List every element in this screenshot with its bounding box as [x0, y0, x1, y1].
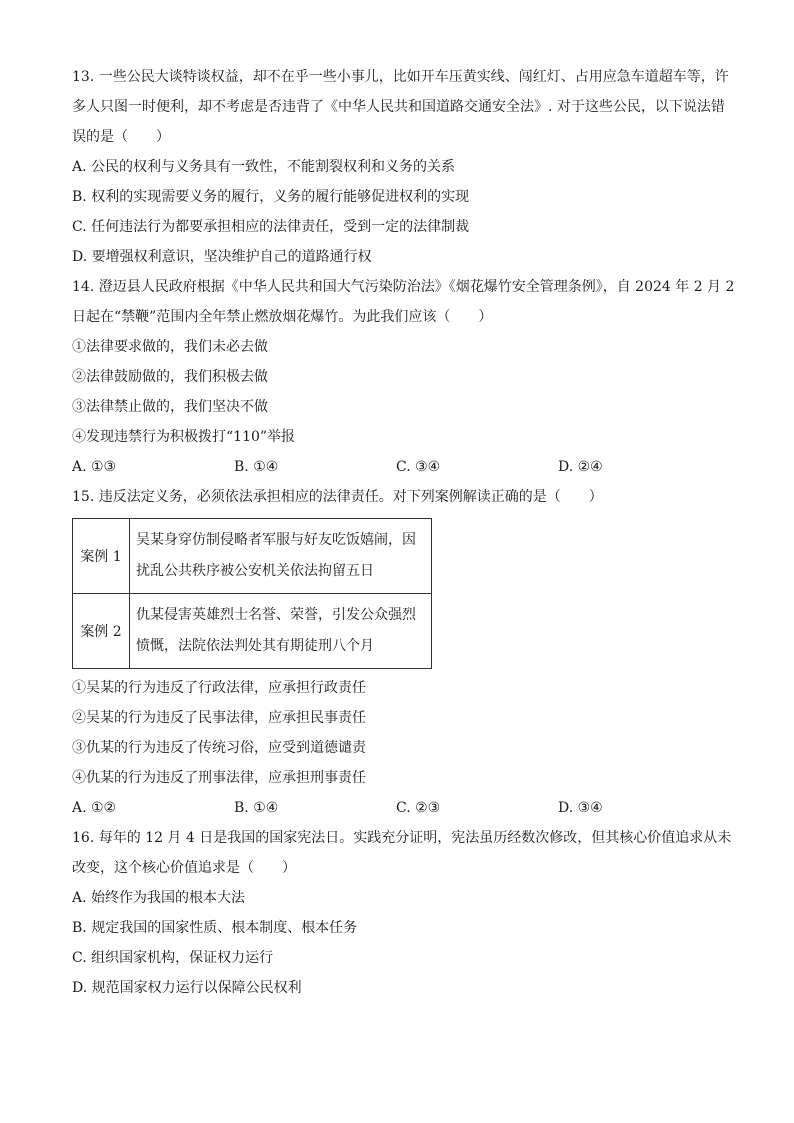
question-14-statement-2: ②法律鼓励做的，我们积极去做 [72, 369, 268, 385]
question-15-stem-line-1: 15. 违反法定义务，必须依法承担相应的法律责任。对下列案例解读正确的是（ ） [72, 489, 603, 505]
question-14-stem-line-1: 14. 澄迈县人民政府根据《中华人民共和国大气污染防治法》《烟花爆竹安全管理条例》，自 2024 年 2 月 2 [72, 279, 735, 295]
question-14-statement-3: ③法律禁止做的，我们坚决不做 [72, 399, 268, 415]
question-15 [72, 482, 732, 823]
question-14-option-d: D. ②④ [558, 459, 603, 475]
question-13-option-a: A. 公民的权利与义务具有一致性，不能割裂权利和义务的关系 [72, 159, 456, 175]
case-row [73, 594, 432, 669]
question-15-options [72, 793, 732, 823]
question-15-option-a: A. ①② [72, 800, 117, 816]
question-15-statement-3: ③仇某的行为违反了传统习俗，应受到道德谴责 [72, 740, 366, 756]
question-14-statement-4: ④发现违禁行为积极拨打“110”举报 [72, 429, 296, 445]
question-15-option-b: B. ①④ [234, 800, 279, 816]
question-16 [72, 823, 732, 1003]
question-14-option-c: C. ③④ [396, 459, 441, 475]
question-14-statement-1: ①法律要求做的，我们未必去做 [72, 339, 268, 355]
case-label: 案例 1 [73, 519, 130, 594]
case-table [72, 518, 432, 669]
question-13-option-b: B. 权利的实现需要义务的履行，义务的履行能够促进权利的实现 [72, 189, 470, 205]
question-14-stem-line-2: 日起在“禁鞭”范围内全年禁止燃放烟花爆竹。为此我们应该（ ） [72, 309, 493, 325]
case-content-line: 扰乱公共秩序被公安机关依法拘留五日 [136, 563, 374, 579]
question-13-stem-line-3: 误的是（ ） [72, 129, 170, 145]
case-content-line: 愤慨，法院依法判处其有期徒刑八个月 [136, 638, 374, 654]
question-14-options [72, 452, 732, 482]
question-16-option-c: C. 组织国家机构，保证权力运行 [72, 950, 274, 966]
exam-page [72, 62, 735, 1003]
question-15-statement-2: ②吴某的行为违反了民事法律，应承担民事责任 [72, 710, 366, 726]
question-13-stem-line-2: 多人只图一时便利，却不考虑是否违背了《中华人民共和国道路交通安全法》. 对于这些公民，以下说法错 [72, 99, 725, 115]
question-14 [72, 272, 735, 482]
question-16-stem-line-1: 16. 每年的 12 月 4 日是我国的国家宪法日。实践充分证明，宪法虽历经数次修改，但其核心价值追求从未 [72, 830, 732, 846]
case-row [73, 519, 432, 594]
question-16-option-d: D. 规范国家权力运行以保障公民权利 [72, 980, 302, 996]
question-16-option-b: B. 规定我国的国家性质、根本制度、根本任务 [72, 920, 358, 936]
question-16-stem-line-2: 改变，这个核心价值追求是（ ） [72, 860, 296, 876]
case-content-line: 仇某侵害英雄烈士名誉、荣誉，引发公众强烈 [136, 607, 416, 623]
question-13-option-d: D. 要增强权利意识，坚决维护自己的道路通行权 [72, 249, 372, 265]
question-16-option-a: A. 始终作为我国的根本大法 [72, 890, 246, 906]
question-15-option-c: C. ②③ [396, 800, 441, 816]
question-13 [72, 62, 732, 272]
question-13-stem-line-1: 13. 一些公民大谈特谈权益，却不在乎一些小事儿，比如开车压黄实线、闯红灯、占用应急车道超车等，许 [72, 69, 729, 85]
case-content [130, 594, 432, 669]
question-15-option-d: D. ③④ [558, 800, 603, 816]
question-15-statement-1: ①吴某的行为违反了行政法律，应承担行政责任 [72, 680, 366, 696]
question-15-statement-4: ④仇某的行为违反了刑事法律，应承担刑事责任 [72, 770, 366, 786]
question-13-option-c: C. 任何违法行为都要承担相应的法律责任，受到一定的法律制裁 [72, 219, 470, 235]
case-content-line: 吴某身穿仿制侵略者军服与好友吃饭嬉闹，因 [136, 532, 416, 548]
case-content [130, 519, 432, 594]
case-label: 案例 2 [73, 594, 130, 669]
question-14-option-a: A. ①③ [72, 459, 117, 475]
question-14-option-b: B. ①④ [234, 459, 279, 475]
